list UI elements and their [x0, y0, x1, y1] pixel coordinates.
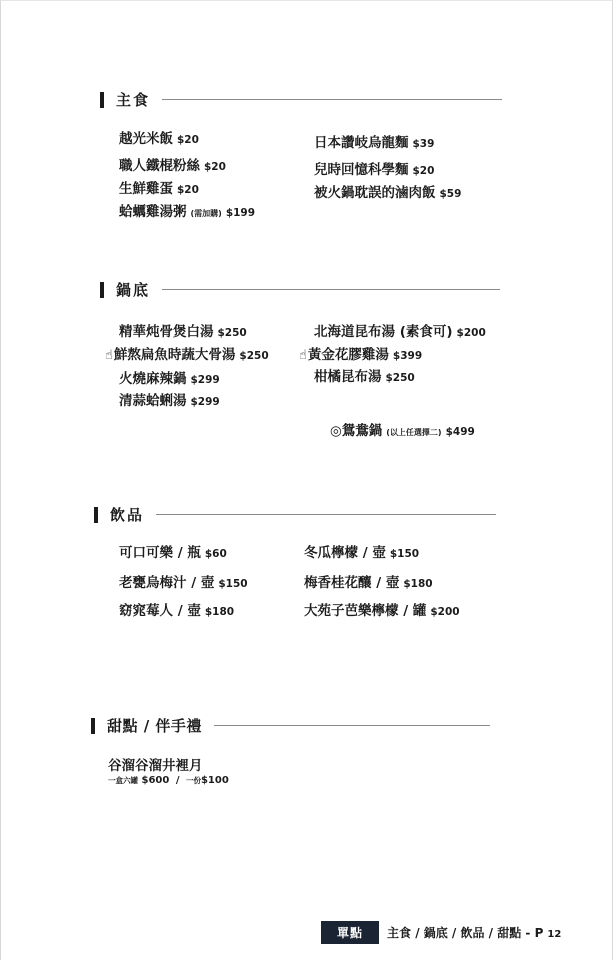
menu-item: 梅香桂花釀 / 壺 $180 [304, 575, 433, 591]
section-divider [162, 289, 500, 290]
menu-item: 可口可樂 / 瓶 $60 [119, 545, 227, 561]
menu-item: 越光米飯 $20 [119, 131, 199, 147]
menu-item: 柑橘昆布湯 $250 [314, 369, 415, 385]
section-divider [156, 514, 496, 515]
menu-item: 蛤蠣雞湯粥 (需加購) $199 [119, 204, 256, 220]
menu-item: 精華炖骨煲白湯 $250 [119, 324, 247, 340]
footer-breadcrumb: 主食 / 鍋底 / 飲品 / 甜點 - P 12 [387, 926, 562, 940]
menu-item: 老甕烏梅汁 / 壺 $150 [119, 575, 248, 591]
section-marker [100, 92, 104, 108]
menu-item: 火燒麻辣鍋 $299 [119, 371, 220, 387]
section-title: 鍋底 [116, 281, 151, 299]
menu-item: 職人鐵棍粉絲 $20 [119, 158, 226, 174]
pointing-hand-icon: ☝ [105, 348, 113, 363]
section-marker [100, 282, 104, 298]
category-tag: 單點 [321, 921, 379, 944]
section-divider [214, 725, 490, 726]
pointing-hand-icon: ☝ [299, 348, 307, 363]
menu-item: 被火鍋耽誤的滷肉飯 $59 [314, 185, 462, 201]
section-marker [94, 507, 98, 523]
item-options: 一盒六罐 $600 / 一份$100 [108, 775, 229, 786]
menu-item: 谷溜谷溜井裡月 [108, 758, 203, 774]
menu-item: 生鮮雞蛋 $20 [119, 181, 199, 197]
menu-item: 窈窕莓人 / 壺 $180 [119, 603, 235, 619]
menu-item: 大苑子芭樂檸檬 / 罐 $200 [304, 603, 460, 619]
combo-item: ◎鴛鴦鍋 (以上任選擇二) $499 [330, 423, 475, 439]
section-title: 甜點 / 伴手禮 [107, 717, 202, 735]
menu-item: 兒時回憶科學麵 $20 [314, 162, 435, 178]
menu-item: 日本讚岐烏龍麵 $39 [314, 135, 435, 151]
section-title: 主食 [116, 91, 151, 109]
section-header-dessert [91, 715, 490, 736]
section-header-main-food [100, 89, 502, 110]
section-header-broth [100, 279, 500, 300]
menu-item: 北海道昆布湯 (素食可) $200 [314, 324, 486, 340]
menu-item: ☝黃金花膠雞湯 $399 [299, 347, 423, 363]
section-header-drinks [94, 504, 496, 525]
section-divider [162, 99, 502, 100]
section-title: 飲品 [110, 506, 145, 524]
page-number: 12 [547, 929, 562, 940]
menu-item: 冬瓜檸檬 / 壺 $150 [304, 545, 420, 561]
section-marker [91, 718, 95, 734]
menu-item: ☝鮮熬扁魚時蔬大骨湯 $250 [105, 347, 269, 363]
menu-item: 清蒜蛤蜊湯 $299 [119, 393, 220, 409]
footer-nav [321, 921, 561, 944]
